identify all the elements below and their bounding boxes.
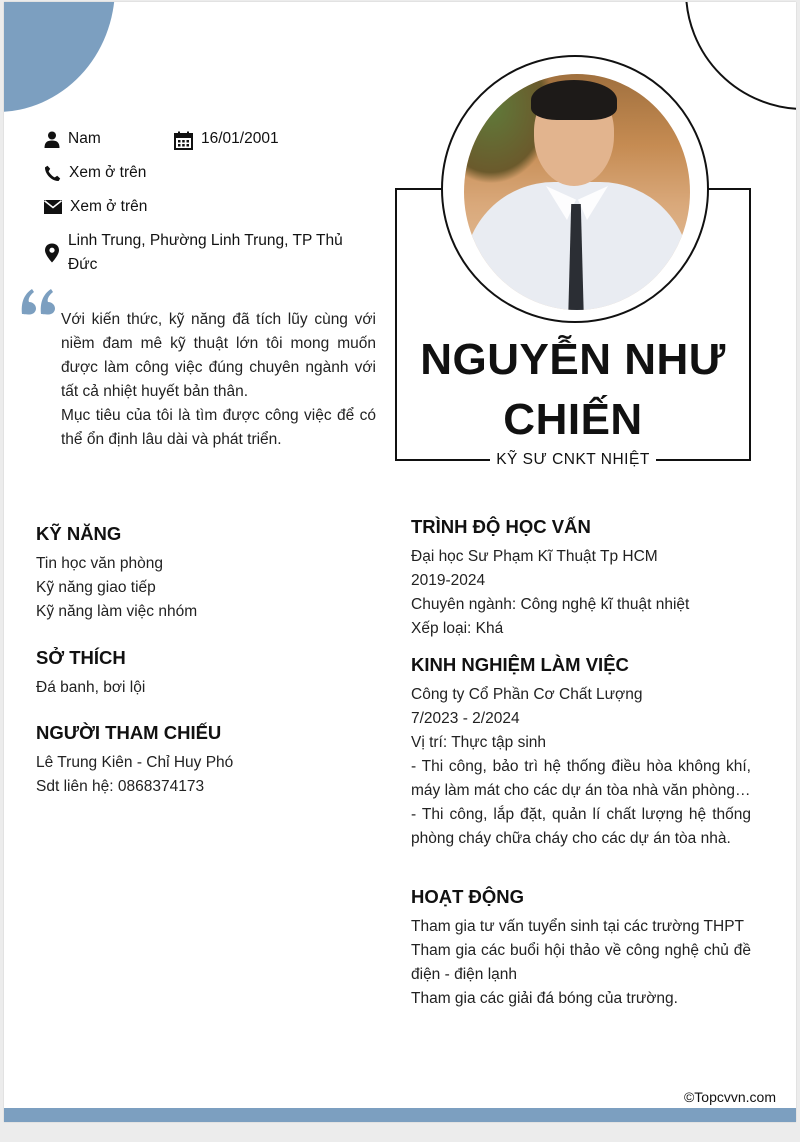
quote-icon bbox=[20, 286, 58, 316]
phone-row bbox=[44, 161, 146, 185]
footer-accent-bar bbox=[4, 1108, 796, 1122]
experience-item: Vị trí: Thực tập sinh bbox=[411, 734, 547, 751]
job-title: KỸ SƯ CNKT NHIỆT bbox=[490, 450, 656, 470]
job-title-wrap bbox=[400, 450, 746, 470]
section-title: TRÌNH ĐỘ HỌC VẤN bbox=[411, 516, 591, 537]
education-item: Đại học Sư Phạm Kĩ Thuật Tp HCM bbox=[411, 548, 658, 565]
activities-section bbox=[411, 885, 751, 1011]
activity-item: Tham gia các buổi hội thảo về công nghệ chủ đề điện - điện lạnh bbox=[411, 942, 751, 983]
section-title: SỞ THÍCH bbox=[36, 647, 126, 668]
birthday-row bbox=[174, 127, 279, 151]
reference-item: Lê Trung Kiên - Chỉ Huy Phó bbox=[36, 754, 234, 771]
experience-item: Công ty Cổ Phần Cơ Chất Lượng bbox=[411, 686, 643, 703]
skill-item: Kỹ năng giao tiếp bbox=[36, 579, 156, 596]
address-row bbox=[44, 229, 364, 277]
location-pin-icon bbox=[44, 243, 60, 263]
address-value: Linh Trung, Phường Linh Trung, TP Thủ Đức bbox=[68, 232, 343, 273]
objective-paragraph: Mục tiêu của tôi là tìm được công việc để có thể ổn định lâu dài và phát triển. bbox=[61, 407, 376, 448]
birthday-value: 16/01/2001 bbox=[201, 130, 279, 147]
calendar-icon bbox=[174, 131, 193, 150]
experience-item: - Thi công, lắp đặt, quản lí chất lượng hệ thống phòng cháy chữa cháy cho các dự án tòa nhà. bbox=[411, 806, 751, 847]
skill-item: Tin học văn phòng bbox=[36, 555, 163, 572]
section-title: HOẠT ĐỘNG bbox=[411, 886, 525, 907]
objective-paragraph: Với kiến thức, kỹ năng đã tích lũy cùng với niềm đam mê kỹ thuật lớn tôi mong muốn được làm công việc đúng chuyên ngành với tất cả nhiệt huyết bản thân. bbox=[61, 311, 376, 400]
activity-item: Tham gia tư vấn tuyển sinh tại các trường THPT bbox=[411, 918, 745, 935]
references-section bbox=[36, 721, 366, 799]
phone-value: Xem ở trên bbox=[69, 164, 147, 181]
gender-value: Nam bbox=[68, 130, 101, 147]
person-icon bbox=[44, 131, 60, 148]
section-title: KỸ NĂNG bbox=[36, 523, 122, 544]
profile-photo bbox=[464, 74, 690, 310]
phone-icon bbox=[44, 165, 61, 182]
decorative-circle-top-left bbox=[4, 2, 115, 112]
copyright-text: ©Topcvvn.com bbox=[683, 1089, 776, 1105]
gender-row bbox=[44, 127, 101, 151]
hobby-item: Đá banh, bơi lội bbox=[36, 679, 146, 696]
section-title: KINH NGHIỆM LÀM VIỆC bbox=[411, 654, 629, 675]
reference-item: Sdt liên hệ: 0868374173 bbox=[36, 778, 205, 795]
email-icon bbox=[44, 200, 62, 214]
candidate-name: NGUYỄN NHƯ CHIẾN bbox=[420, 335, 726, 444]
education-item: Xếp loại: Khá bbox=[411, 620, 504, 637]
experience-item: 7/2023 - 2/2024 bbox=[411, 710, 520, 727]
experience-item: - Thi công, bảo trì hệ thống điều hòa không khí, máy làm mát cho các dự án tòa nhà văn phòng… bbox=[411, 758, 751, 799]
email-row bbox=[44, 195, 147, 219]
section-title: NGƯỜI THAM CHIẾU bbox=[36, 722, 222, 743]
experience-section bbox=[411, 653, 751, 851]
skill-item: Kỹ năng làm việc nhóm bbox=[36, 603, 198, 620]
education-item: 2019-2024 bbox=[411, 572, 486, 589]
education-item: Chuyên ngành: Công nghệ kĩ thuật nhiệt bbox=[411, 596, 690, 613]
activity-item: Tham gia các giải đá bóng của trường. bbox=[411, 990, 678, 1007]
career-objective bbox=[61, 308, 376, 452]
education-section bbox=[411, 515, 751, 641]
email-value: Xem ở trên bbox=[70, 198, 148, 215]
decorative-ring-top-right bbox=[685, 2, 796, 110]
skills-section bbox=[36, 522, 366, 624]
hobbies-section bbox=[36, 646, 366, 700]
